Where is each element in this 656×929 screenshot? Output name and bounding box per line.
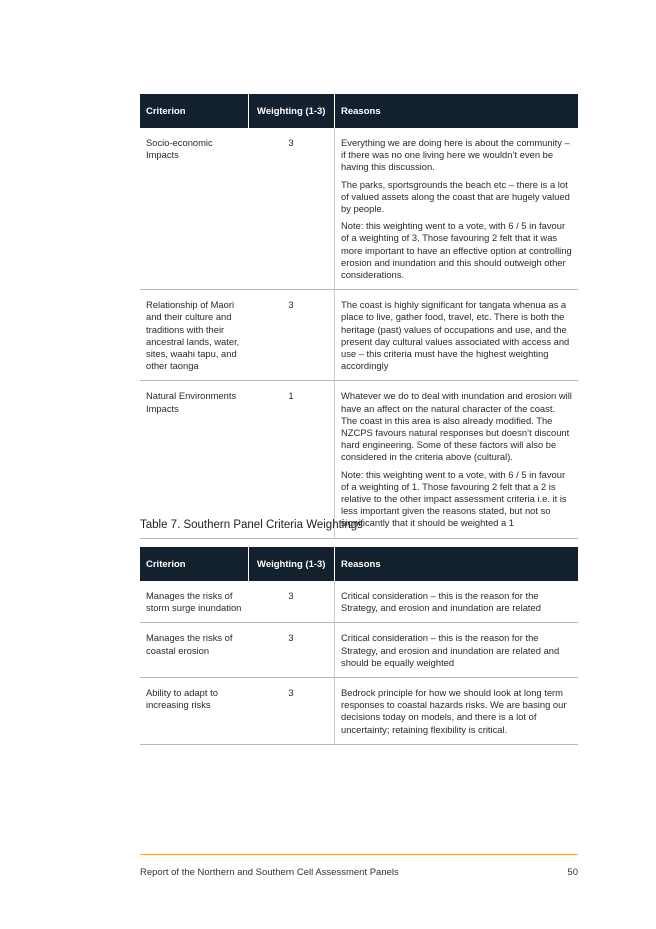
reasons-cell: [335, 381, 579, 538]
header-reasons: Reasons: [335, 94, 579, 128]
weighting-cell: 3: [248, 290, 335, 381]
reason-paragraph: The coast is highly significant for tangata whenua as a place to live, gather food, travel, etc. There is both the heritage (past) values of occupations and use, and the present day cultural values associated with access and use – this criteria must have the highest weighting accordingly: [341, 299, 570, 372]
criteria-table-southern: [140, 547, 578, 745]
criterion-cell: Natural Environments Impacts: [140, 381, 248, 538]
weighting-cell: 1: [248, 381, 335, 538]
page-number: 50: [567, 867, 578, 878]
criterion-cell: Manages the risks of coastal erosion: [140, 623, 248, 678]
reason-paragraph: Note: this weighting went to a vote, with 6 / 5 in favour of a weighting of 3. Those favouring 2 felt that it was more important to have an effective option at controlling erosion and inundation and this should outweigh other considerations.: [341, 220, 572, 281]
footer-report-title: Report of the Northern and Southern Cell Assessment Panels: [140, 867, 399, 878]
reason-paragraph: Critical consideration – this is the reason for the Strategy, and erosion and inundation are related: [341, 590, 541, 614]
footer-divider: [140, 854, 578, 855]
reason-paragraph: Bedrock principle for how we should look at long term responses to coastal hazards risks. We are basing our decisions today on models, and there is a lot of uncertainty; retaining flexibility is critical.: [341, 687, 567, 735]
reasons-cell: [335, 581, 579, 623]
header-weighting: Weighting (1-3): [248, 94, 335, 128]
header-criterion: Criterion: [140, 94, 248, 128]
reason-paragraph: Critical consideration – this is the reason for the Strategy, and erosion and inundation are related and should be equally weighted: [341, 632, 560, 668]
table-header-row: [140, 547, 578, 581]
table-row: [140, 678, 578, 745]
reason-paragraph: The parks, sportsgrounds the beach etc – there is a lot of valued assets along the coast that are hugely valued by people.: [341, 178, 570, 215]
reason-paragraph: Whatever we do to deal with inundation and erosion will have an affect on the natural character of the coast. The coast in this area is also already modified. The NZCPS favours natural responses but doesn’t discount hard engineering. Some of these factors will also be considered in the criteria above (cultural).: [341, 390, 572, 463]
criterion-cell: Socio-economic Impacts: [140, 128, 248, 290]
weighting-cell: 3: [248, 581, 335, 623]
reasons-cell: [335, 128, 579, 290]
table-caption: Table 7. Southern Panel Criteria Weightings: [140, 519, 363, 531]
reasons-cell: [335, 290, 579, 381]
criterion-cell: Ability to adapt to increasing risks: [140, 678, 248, 745]
table-header-row: [140, 94, 578, 128]
table-row: [140, 381, 578, 538]
header-reasons: Reasons: [335, 547, 579, 581]
criteria-table-northern: [140, 94, 578, 539]
table-row: [140, 623, 578, 678]
table-row: [140, 290, 578, 381]
reason-paragraph: Note: this weighting went to a vote, with 6 / 5 in favour of a weighting of 1. Those favouring 2 felt that a 2 is relative to the other impact assessment criteria i.e. it is less important given the reasons stated, but not so significantly that it should be weighted a 1: [341, 468, 567, 529]
weighting-cell: 3: [248, 678, 335, 745]
table-row: [140, 128, 578, 290]
reason-paragraph: Everything we are doing here is about the community – if there was no one living here we wouldn’t even be having this discussion.: [341, 137, 570, 173]
weighting-cell: 3: [248, 623, 335, 678]
reasons-cell: [335, 623, 579, 678]
header-criterion: Criterion: [140, 547, 248, 581]
weighting-cell: 3: [248, 128, 335, 290]
criterion-cell: Manages the risks of storm surge inundation: [140, 581, 248, 623]
criterion-cell: Relationship of Maori and their culture and traditions with their ancestral lands, water, sites, waahi tapu, and other taonga: [140, 290, 248, 381]
header-weighting: Weighting (1-3): [248, 547, 335, 581]
reasons-cell: [335, 678, 579, 745]
table-row: [140, 581, 578, 623]
